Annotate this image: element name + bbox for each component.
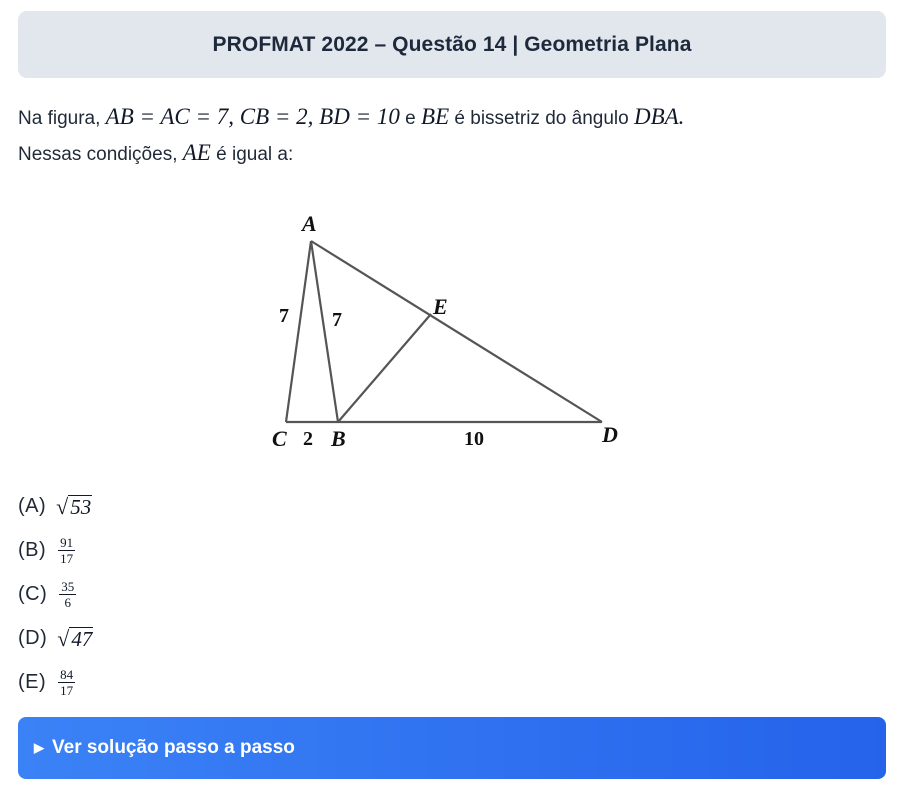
segment-ab [311,241,338,422]
label-point-b: B [331,426,346,451]
question-header [18,11,886,78]
option-letter: (B) [18,538,47,561]
option-letter: (D) [18,626,48,649]
option-letter: (A) [18,494,47,517]
option-b[interactable] [18,528,93,572]
answer-options [18,484,93,704]
math-expression: BE [421,104,450,129]
label-length-bd: 10 [464,428,484,450]
triangle-right-icon: ▶ [34,740,44,755]
denominator: 17 [60,550,74,566]
view-solution-label: Ver solução passo a passo [52,737,295,758]
denominator: 17 [60,682,74,698]
math-expression: AE [182,140,211,165]
label-length-ab: 7 [332,309,342,331]
option-letter: (C) [18,582,48,605]
label-length-cb: 2 [303,428,313,450]
option-d[interactable] [18,616,93,660]
statement-text: é igual a: [216,144,294,165]
label-point-d: D [602,422,618,447]
label-point-c: C [272,426,287,451]
fraction [58,536,75,565]
option-e[interactable] [18,660,93,704]
statement-text: Nessas condições, [18,144,178,165]
sqrt-expression: √ 47 [57,625,93,651]
numerator: 84 [60,666,74,682]
statement-text: é bissetriz do ângulo [454,108,629,129]
segment-ac [286,241,311,422]
math-expression: DBA. [633,104,685,129]
question-title: PROFMAT 2022 – Questão 14 | Geometria Plana [212,32,692,56]
statement-text: e [405,108,416,129]
option-c[interactable] [18,572,93,616]
option-a[interactable] [18,484,93,528]
triangle-diagram [250,200,640,462]
math-expression: AB = AC = 7, CB = 2, BD = 10 [105,104,400,129]
statement-text: Na figura, [18,108,101,129]
label-point-a: A [302,211,317,236]
label-point-e: E [433,294,448,319]
question-statement [18,100,888,172]
view-solution-button[interactable] [18,717,886,779]
numerator: 91 [60,534,74,550]
segment-be [338,314,431,422]
denominator: 6 [64,594,72,610]
segment-ad [311,241,602,422]
label-length-ac: 7 [279,305,289,327]
statement-line-1 [18,100,888,136]
radicand: 47 [71,626,93,651]
option-letter: (E) [18,670,47,693]
fraction [59,580,76,609]
numerator: 35 [61,578,75,594]
fraction [58,668,75,697]
radicand: 53 [70,494,92,519]
geometry-figure [250,200,640,462]
sqrt-expression: √ 53 [56,493,92,519]
statement-line-2 [18,136,888,172]
